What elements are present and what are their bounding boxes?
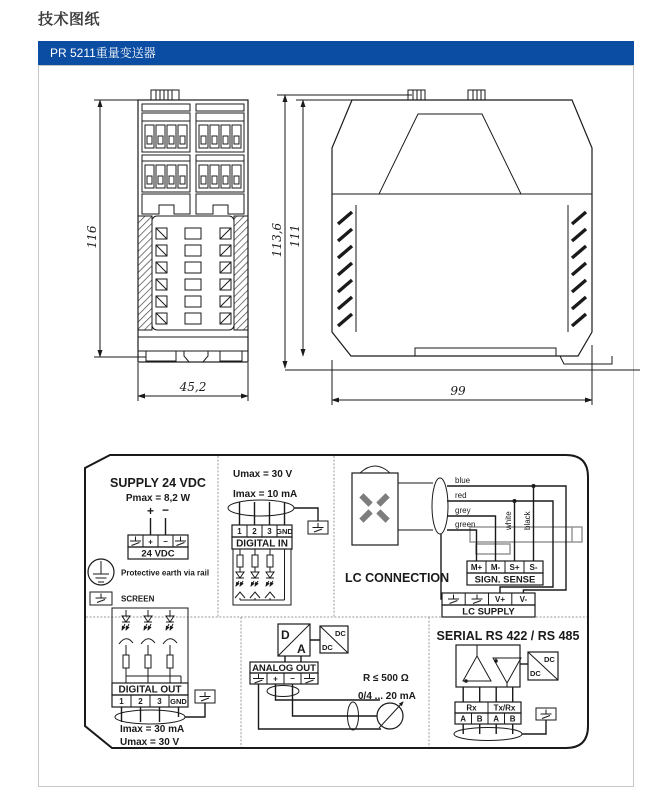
serial-rx-label: Rx (466, 703, 477, 713)
screen-earth-icon (96, 594, 107, 603)
wire-label-white: white (504, 511, 513, 530)
svg-text:DC: DC (530, 669, 541, 678)
wire-label-green: green (455, 520, 476, 529)
screen-earth-icon (541, 710, 552, 719)
supply-section (88, 476, 209, 605)
front-view (85, 90, 248, 401)
svg-text:A: A (460, 714, 467, 724)
svg-text:+: + (148, 537, 153, 547)
section-banner: PR 5211重量变送器 (38, 41, 634, 65)
analog-out-section (250, 624, 416, 730)
digital-in-section (228, 469, 328, 605)
analog-out-label: ANALOG OUT (252, 663, 316, 674)
svg-text:B: B (476, 714, 483, 724)
supply-screen-note: SCREEN (121, 594, 155, 604)
wire-label-black: black (523, 511, 532, 530)
dim-side-body-height: 111 (288, 224, 302, 248)
dim-front-width: 45,2 (179, 380, 207, 394)
screen-earth-icon (472, 595, 483, 604)
svg-text:DC: DC (322, 643, 333, 652)
digital-out-imax: Imax = 30 mA (120, 724, 185, 735)
dc-dc-converter-box (320, 626, 348, 653)
analog-out-load: R ≤ 500 Ω (363, 673, 409, 684)
svg-text:DC: DC (544, 655, 555, 664)
lc-connection-section (345, 466, 582, 618)
svg-text:GND: GND (276, 527, 293, 536)
supply-block-label: 24 VDC (141, 548, 175, 560)
front-top-tab (151, 90, 179, 100)
svg-text:S-: S- (529, 563, 538, 572)
screen-rail (470, 527, 582, 554)
svg-text:−: − (290, 674, 295, 683)
cable-sheath (454, 728, 522, 741)
wire-label-blue: blue (455, 476, 471, 485)
digital-in-circuit (233, 549, 291, 605)
screen-earth-icon (130, 537, 141, 546)
svg-text:A: A (493, 714, 500, 724)
digital-out-optocouplers (119, 610, 181, 683)
dim-side-depth: 99 (450, 384, 466, 398)
svg-text:1: 1 (119, 697, 124, 706)
svg-text:GND: GND (170, 697, 187, 706)
svg-text:V+: V+ (494, 595, 506, 604)
cable-sheath (432, 478, 448, 534)
front-bus-connector (138, 216, 248, 330)
current-meter-icon (377, 702, 403, 729)
digital-in-imax: Imax = 10 mA (233, 489, 298, 500)
wire-label-grey: grey (455, 506, 471, 515)
cable-sheath (115, 710, 185, 724)
supply-title: SUPPLY 24 VDC (110, 476, 206, 490)
digital-in-optocouplers (235, 549, 285, 600)
serial-section (437, 629, 580, 741)
svg-text:V-: V- (519, 595, 528, 604)
load-cell-icon (352, 466, 398, 545)
svg-text:A: A (297, 642, 306, 656)
serial-txrx-label: Tx/Rx (493, 703, 516, 713)
svg-text:B: B (509, 714, 516, 724)
supply-pmax: Pmax = 8,2 W (125, 493, 191, 504)
screen-earth-icon (313, 523, 324, 532)
screen-earth-icon (175, 537, 186, 546)
supply-plus: + (146, 504, 155, 518)
supply-earth-note: Protective earth via rail (121, 568, 210, 578)
digital-out-label: DIGITAL OUT (118, 684, 182, 696)
digital-out-umax: Umax = 30 V (120, 737, 180, 748)
wire-label-red: red (455, 491, 467, 500)
svg-text:3: 3 (157, 697, 162, 706)
wiring-diagram (85, 455, 588, 748)
svg-text:D: D (281, 628, 290, 642)
da-converter-box (278, 624, 310, 656)
svg-text:M+: M+ (470, 563, 483, 572)
screen-earth-icon (200, 692, 211, 701)
protective-earth-icon (88, 559, 114, 585)
svg-text:M-: M- (490, 563, 501, 572)
side-dimensions (270, 95, 592, 405)
lc-supply-label: LC SUPPLY (462, 606, 515, 618)
lc-connection-title: LC CONNECTION (345, 571, 450, 585)
dim-side-total-height: 113,6 (270, 222, 284, 258)
svg-text:S+: S+ (509, 563, 520, 572)
digital-in-label: DIGITAL IN (236, 538, 288, 550)
screen-earth-icon (448, 595, 459, 604)
svg-text:+: + (273, 674, 278, 684)
side-vent-slats (338, 212, 586, 326)
svg-text:−: − (163, 537, 168, 546)
analog-out-range: 0/4 ... 20 mA (358, 691, 416, 702)
dc-dc-converter-box (528, 652, 558, 680)
svg-text:2: 2 (252, 527, 257, 536)
supply-minus: − (161, 503, 170, 517)
svg-text:2: 2 (138, 697, 143, 706)
dim-front-height: 116 (85, 225, 99, 249)
front-terminal-blocks (142, 113, 244, 214)
svg-text:3: 3 (267, 527, 272, 536)
side-view (270, 90, 640, 405)
svg-text:1: 1 (237, 527, 242, 536)
page-heading: 技术图纸 (38, 11, 101, 28)
screen-earth-icon (304, 674, 315, 683)
digital-in-umax: Umax = 30 V (233, 469, 293, 480)
screen-earth-icon (253, 674, 264, 683)
digital-out-section (112, 608, 215, 748)
svg-text:DC: DC (335, 629, 346, 638)
serial-title: SERIAL RS 422 / RS 485 (436, 629, 580, 643)
sign-sense-label: SIGN. SENSE (474, 574, 536, 586)
serial-driver-box (456, 645, 521, 687)
